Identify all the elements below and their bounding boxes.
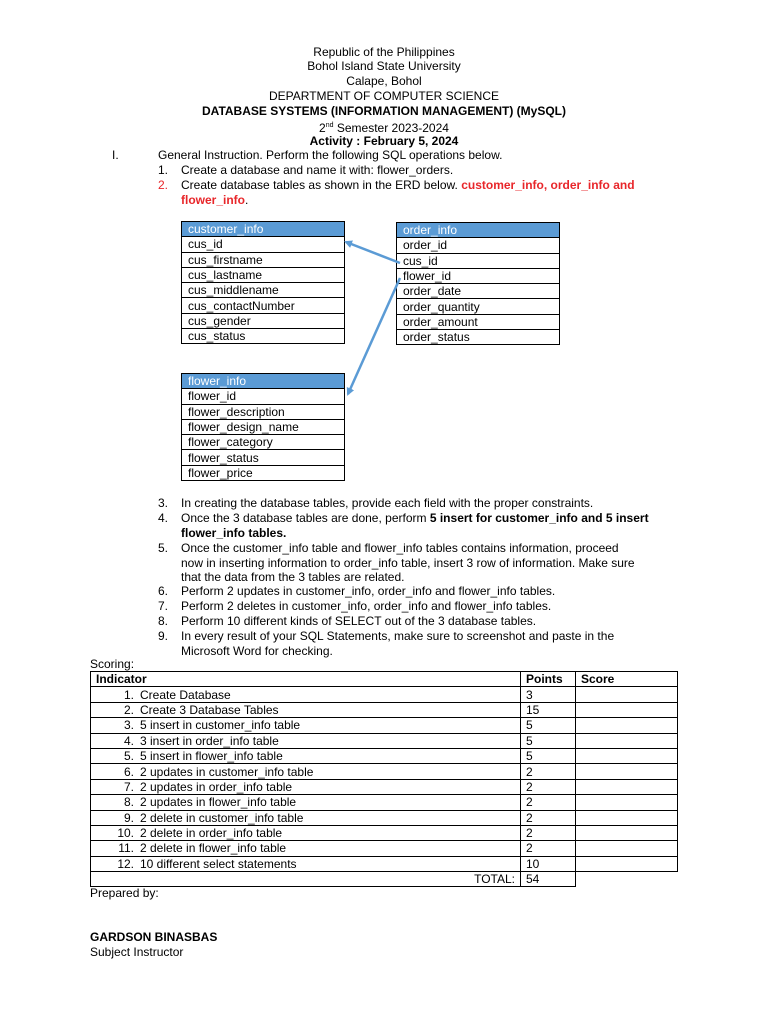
item-7-text: Perform 2 deletes in customer_info, order_info and flower_info tables. [181, 599, 552, 613]
row-number: 10. [117, 826, 134, 841]
indicator-cell [91, 764, 521, 779]
erd-customer-field: cus_gender [182, 313, 345, 328]
header-location: Calape, Bohol [346, 74, 422, 88]
item-4-bold-line2: flower_info tables. [181, 526, 287, 540]
col-header-indicator: Indicator [91, 672, 521, 687]
row-text: 5 insert in flower_info table [140, 749, 283, 764]
header-republic: Republic of the Philippines [313, 45, 455, 59]
item-9-line1: In every result of your SQL Statements, make sure to screenshot and paste in the [181, 629, 615, 643]
erd-order-field: order_quantity [397, 299, 560, 314]
total-label: TOTAL: [91, 872, 521, 887]
erd-customer-field: cus_status [182, 329, 345, 344]
erd-flower-field: flower_design_name [182, 419, 345, 434]
item-1-text: Create a database and name it with: flower_orders. [181, 163, 454, 177]
total-empty-cell [576, 872, 678, 887]
erd-customer-header: customer_info [182, 222, 345, 237]
item-9-line2: Microsoft Word for checking. [181, 644, 333, 658]
item-5-line2: now in inserting information to order_info table, insert 3 row of information. Make sure [181, 556, 635, 570]
row-number: 6. [123, 764, 134, 779]
table-row [91, 718, 678, 733]
indicator-cell [91, 733, 521, 748]
item-4-text [181, 511, 681, 526]
row-number: 2. [123, 702, 134, 717]
erd-flower-field: flower_description [182, 404, 345, 419]
row-text: 2 delete in order_info table [140, 826, 283, 841]
item-2-red-flower: flower_info [181, 193, 246, 207]
table-row [91, 748, 678, 763]
row-number: 12. [117, 856, 134, 871]
table-row [91, 733, 678, 748]
col-header-score: Score [576, 672, 678, 687]
header-course: DATABASE SYSTEMS (INFORMATION MANAGEMENT) (MySQL) [202, 104, 566, 118]
indicator-cell [91, 718, 521, 733]
header-activity: Activity : February 5, 2024 [309, 134, 459, 148]
section-title: General Instruction. Perform the following SQL operations below. [158, 148, 503, 162]
item-9-number: 9. [158, 629, 169, 643]
table-row [91, 810, 678, 825]
item-3-text: In creating the database tables, provide each field with the proper constraints. [181, 496, 594, 510]
points-cell: 2 [521, 764, 576, 779]
row-number: 1. [123, 687, 134, 702]
item-4-plain: Once the 3 database tables are done, perform [181, 511, 427, 525]
item-2-plain: Create database tables as shown in the ERD below. [181, 178, 458, 192]
prepared-by-label: Prepared by: [90, 886, 159, 900]
score-cell [576, 779, 678, 794]
erd-customer-field: cus_lastname [182, 267, 345, 282]
indicator-cell [91, 687, 521, 702]
item-5-number: 5. [158, 541, 169, 555]
row-text: Create Database [140, 687, 231, 702]
row-number: 5. [123, 749, 134, 764]
indicator-cell [91, 825, 521, 840]
erd-flower-field: flower_id [182, 389, 345, 404]
item-2-red-tables: customer_info, order_info and [461, 178, 635, 192]
erd-order-field: order_id [397, 238, 560, 253]
score-cell [576, 733, 678, 748]
erd-order-field: order_status [397, 330, 560, 345]
erd-order-field: flower_id [397, 268, 560, 283]
score-cell [576, 810, 678, 825]
row-text: 2 updates in customer_info table [140, 764, 314, 779]
points-cell: 2 [521, 841, 576, 856]
item-1-number: 1. [158, 163, 169, 177]
score-cell [576, 748, 678, 763]
row-text: 5 insert in customer_info table [140, 718, 301, 733]
item-2-number: 2. [158, 178, 169, 192]
row-text: Create 3 Database Tables [140, 702, 279, 717]
row-text: 10 different select statements [140, 856, 297, 871]
col-header-points: Points [521, 672, 576, 687]
points-cell: 15 [521, 702, 576, 717]
erd-customer-field: cus_id [182, 237, 345, 252]
item-7-number: 7. [158, 599, 169, 613]
points-cell: 2 [521, 825, 576, 840]
table-row [91, 825, 678, 840]
section-numeral: I. [112, 148, 119, 162]
table-row [91, 856, 678, 871]
score-cell [576, 718, 678, 733]
points-cell: 2 [521, 779, 576, 794]
semester-number: 2 [319, 121, 326, 135]
instructor-name: GARDSON BINASBAS [90, 930, 218, 944]
item-6-text: Perform 2 updates in customer_info, order_info and flower_info tables. [181, 584, 556, 598]
erd-flower-header: flower_info [182, 374, 345, 389]
row-number: 11. [118, 841, 134, 856]
erd-order-header: order_info [397, 223, 560, 238]
erd-flower-field: flower_category [182, 435, 345, 450]
scoring-label: Scoring: [90, 657, 135, 671]
score-cell [576, 764, 678, 779]
row-text: 2 updates in flower_info table [140, 795, 297, 810]
row-text: 2 delete in customer_info table [140, 810, 304, 825]
header-university: Bohol Island State University [307, 59, 461, 73]
erd-customer-field: cus_firstname [182, 252, 345, 267]
item-3-number: 3. [158, 496, 169, 510]
table-row [91, 779, 678, 794]
semester-text: Semester 2023-2024 [333, 121, 449, 135]
score-cell [576, 702, 678, 717]
item-4-bold: 5 insert for customer_info and 5 insert [429, 511, 649, 525]
erd-flower-field: flower_price [182, 465, 345, 480]
total-value: 54 [521, 872, 576, 887]
points-cell: 2 [521, 810, 576, 825]
table-row [91, 764, 678, 779]
indicator-cell [91, 856, 521, 871]
erd-order-field: cus_id [397, 253, 560, 268]
erd-order-field: order_date [397, 284, 560, 299]
total-row [91, 872, 678, 887]
row-number: 7. [123, 779, 134, 794]
indicator-cell [91, 702, 521, 717]
table-row [91, 702, 678, 717]
row-text: 3 insert in order_info table [140, 733, 279, 748]
score-cell [576, 856, 678, 871]
table-row [91, 841, 678, 856]
erd-customer-field: cus_contactNumber [182, 298, 345, 313]
item-5-line1: Once the customer_info table and flower_info tables contains information, proceed [181, 541, 619, 555]
header-department: DEPARTMENT OF COMPUTER SCIENCE [268, 89, 500, 103]
item-5-line3: that the data from the 3 tables are related. [181, 570, 405, 584]
item-4-number: 4. [158, 511, 169, 525]
points-cell: 5 [521, 748, 576, 763]
scoring-table [90, 671, 678, 887]
table-row [91, 687, 678, 702]
instructor-title: Subject Instructor [90, 945, 184, 959]
points-cell: 5 [521, 718, 576, 733]
row-number: 3. [123, 718, 134, 733]
semester-superscript: nd [325, 122, 334, 129]
erd-customer-field: cus_middlename [182, 283, 345, 298]
score-cell [576, 841, 678, 856]
indicator-cell [91, 779, 521, 794]
item-8-text: Perform 10 different kinds of SELECT out of the 3 database tables. [181, 614, 537, 628]
indicator-cell [91, 748, 521, 763]
arrow-flower-id [348, 278, 400, 394]
indicator-cell [91, 795, 521, 810]
points-cell: 5 [521, 733, 576, 748]
score-cell [576, 687, 678, 702]
points-cell: 2 [521, 795, 576, 810]
points-cell: 10 [521, 856, 576, 871]
row-number: 4. [123, 733, 134, 748]
indicator-cell [91, 841, 521, 856]
indicator-cell [91, 810, 521, 825]
row-text: 2 updates in order_info table [140, 779, 293, 794]
table-row [91, 795, 678, 810]
item-2-period: . [245, 193, 249, 207]
arrow-cus-id [346, 242, 400, 263]
row-number: 8. [123, 795, 134, 810]
score-cell [576, 825, 678, 840]
item-8-number: 8. [158, 614, 169, 628]
erd-order-field: order_amount [397, 314, 560, 329]
erd-flower-field: flower_status [182, 450, 345, 465]
score-cell [576, 795, 678, 810]
points-cell: 3 [521, 687, 576, 702]
row-text: 2 delete in flower_info table [140, 841, 287, 856]
row-number: 9. [123, 810, 134, 825]
item-6-number: 6. [158, 584, 169, 598]
